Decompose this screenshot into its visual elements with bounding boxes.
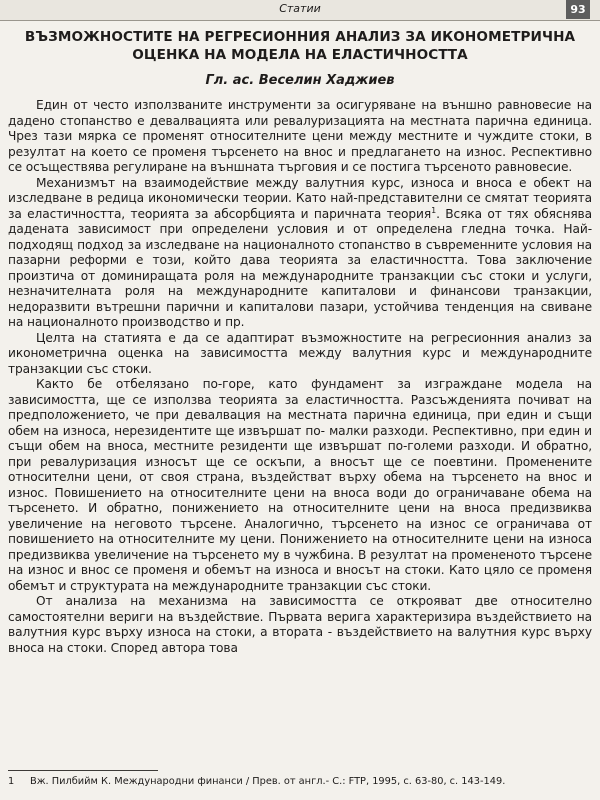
paragraph-2-continuation: . Всяка от тях обяснява дадената зависимост при определени условия и от определена гледна точка. Най-подходящ подход за изследване на националното стопанство в съвременните условия на пазарни реформи е този, който дава теорията за еластичността. Това заключение произтича от доминиращата роля на международните транзакции със стоки и услуги, незначителната роля на международните капиталови и финансови транзакции, недоразвити вътрешни парични и капиталови пазари, устойчива тенденция на свиване на националното производство и пр. (8, 206, 592, 329)
footnote-text: Вж. Пилбийм К. Международни финанси / Прев. от англ.- С.: FTP, 1995, с. 63-80, с. 143-149. (30, 776, 506, 787)
footnote-divider (8, 770, 158, 771)
running-head-title: Статии (279, 2, 321, 15)
running-header (0, 0, 600, 21)
article-body (8, 98, 592, 656)
page-number: 93 (566, 0, 590, 19)
paragraph-1: Един от често използваните инструменти за осигуряване на външно равновесие на дадено стопанство е девалвацията или ревалуризацията на местната парична единица. Чрез тази мярка се променят относителните цени между местните и чуждите стоки, в резултат на което се променя търсенето на внос и предлагането на износ. Респективно се осъществява регулиране на външната търговия и се постига търсеното равновесие. (8, 98, 592, 174)
paragraph-5: От анализа на механизма на зависимостта се открояват две относително самостоятелни вериги на въздействие. Първата верига характеризира въздействието на валутния курс върху износа на стоки, а втората - въздействието на валутния курс върху вноса на стоки. Според автора това (8, 594, 592, 655)
paragraph-3: Целта на статията е да се адаптират възможностите на регресионния анализ за иконометрична оценка на зависимостта между валутния курс и международните транзакции със стоки. (8, 330, 592, 376)
paragraph-2 (8, 176, 592, 331)
footnote-mark: 1 (8, 776, 15, 787)
paragraph-4: Както бе отбелязано по-горе, като фундамент за изграждане модела на зависимостта, ще се използва теорията за еластичността. Разсъжденията почиват на предположението, че при девалвация на местната парична единица, при един и същи обем на износа, нерезидентите ще извършат по- малки разходи. Респективно, при един и същи обем на вноса, местните резиденти ще извършат по-големи разходи. И обратно, при ревалуризация износът ще се оскъпи, а вносът ще се поевтини. Променените относителни цени, от своя страна, въздействат върху обема на търсенето на внос и износ. Повишението на относителните цени на вноса води до ограничаване обема на търсенето. И обратно, понижението на относителните цени на вноса предизвиква увеличение на неговото търсене. Аналогично, търсенето на износ се ограничава от повишението на относителните му цени. Понижението на относителните цени на износа предизвиква увеличение на търсенето му в чужбина. В резултат на промененото търсене на износ и внос се променя и обемът на износа и вносът на стоки. Като цяло се променя обемът и структурата на международните транзакции със стоки. (8, 377, 592, 593)
article-title: ВЪЗМОЖНОСТИТЕ НА РЕГРЕСИОННИЯ АНАЛИЗ ЗА ИКОНОМЕТРИЧНА ОЦЕНКА НА МОДЕЛА НА ЕЛАСТИЧНОСТТА (24, 29, 576, 63)
footnote-reference[interactable]: 1 (431, 205, 437, 215)
footnote (8, 776, 592, 788)
paragraph-2-text: Механизмът на взаимодействие между валутния курс, износа и вноса е обект на изследване в редица икономически теории. Като най-представителни се смятат теорията за еластичността, теорията за абсорбцията и паричната теория (8, 175, 592, 221)
article-author: Гл. ас. Веселин Хаджиев (205, 73, 395, 88)
